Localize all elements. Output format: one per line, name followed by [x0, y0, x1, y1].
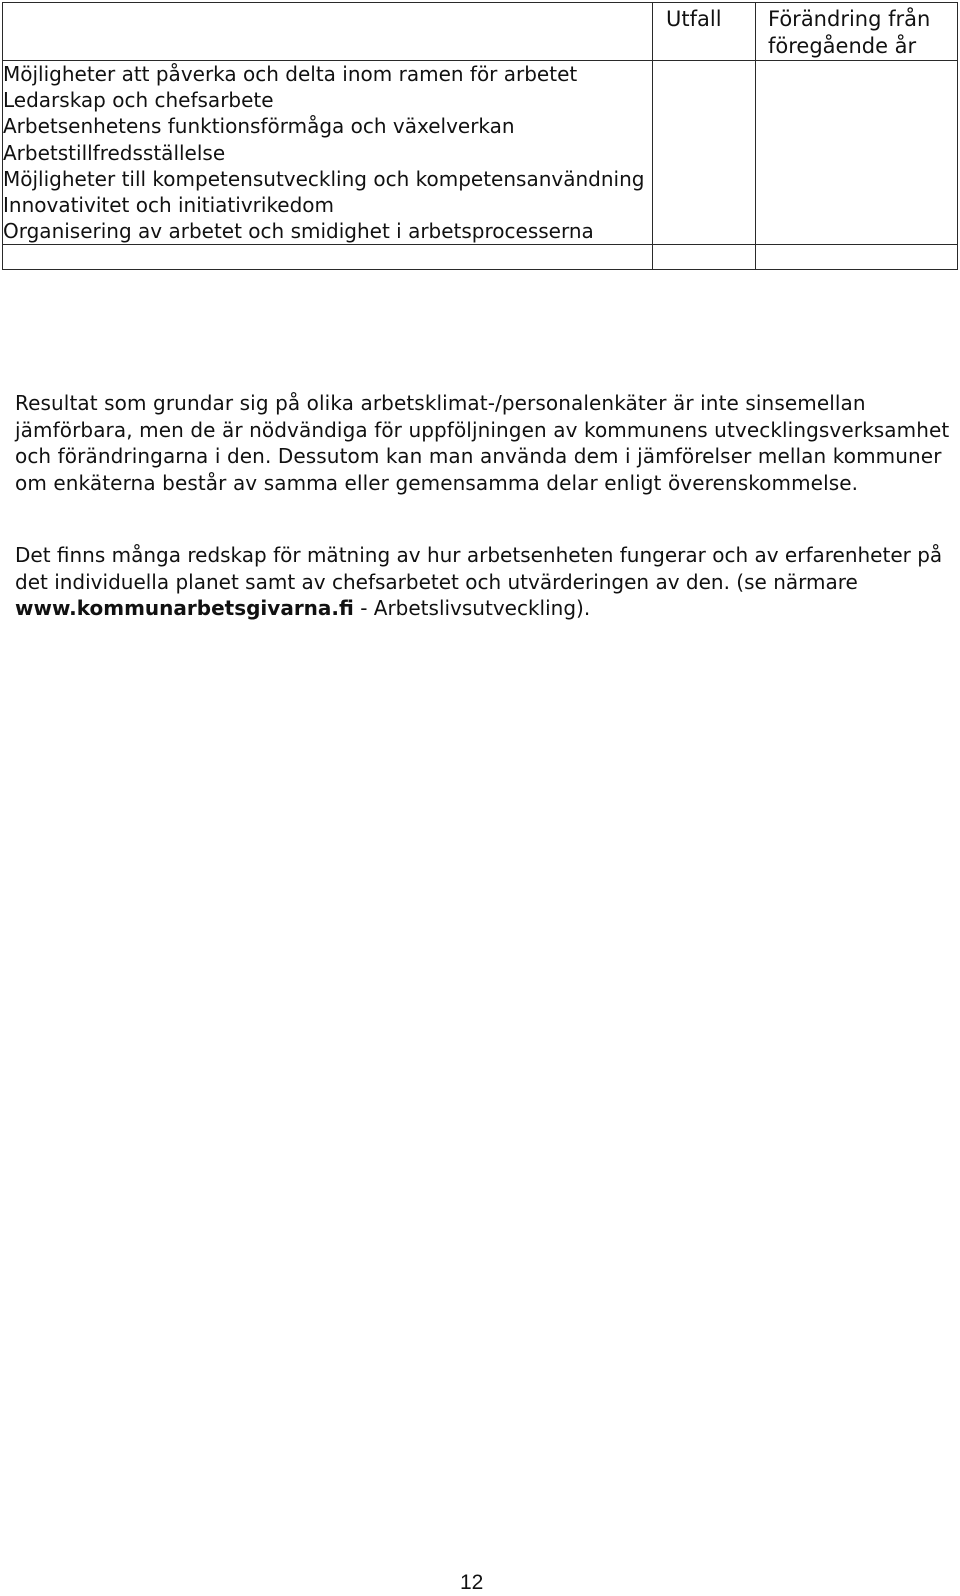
empty-cell	[3, 245, 653, 270]
list-item: Organisering av arbetet och smidighet i arbetsprocesserna	[3, 219, 594, 244]
page-number: 12	[460, 1571, 484, 1594]
paragraph-tools-suffix: - Arbetslivsutveckling).	[353, 596, 591, 620]
header-forandring: Förändring från föregående år	[768, 7, 931, 58]
items-cell	[3, 61, 653, 245]
survey-table	[2, 2, 958, 270]
paragraph-tools	[15, 542, 950, 622]
table-empty-row	[3, 245, 958, 270]
items-list	[3, 61, 652, 244]
table-items-row	[3, 61, 958, 245]
empty-cell	[653, 245, 756, 270]
list-item: Arbetsenhetens funktionsförmåga och växelverkan	[3, 114, 515, 139]
paragraph-results: Resultat som grundar sig på olika arbetsklimat-/personalenkäter är inte sinsemellan jämförbara, men de är nödvändiga för uppföljningen av kommunens utvecklingsverksamhet och förändringarna i den. Dessutom kan man använda dem i jämförelser mellan kommuner om enkäterna består av samma eller gemensamma delar enligt överenskommelse.	[15, 391, 950, 495]
paragraph-tools-text: Det finns många redskap för mätning av hur arbetsenheten fungerar och av erfarenheter på det individuella planet samt av chefsarbetet och utvärderingen av den. (se närmare	[15, 543, 943, 594]
header-utfall-cell	[653, 3, 756, 61]
list-item: Möjligheter att påverka och delta inom ramen för arbetet	[3, 62, 578, 86]
list-item: Möjligheter till kompetensutveckling och kompetensanvändning	[3, 166, 645, 191]
header-empty-cell	[3, 3, 653, 61]
kommunarbetsgivarna-link[interactable]: www.kommunarbetsgivarna.fi	[15, 596, 354, 620]
header-utfall: Utfall	[666, 7, 722, 31]
empty-cell	[756, 245, 958, 270]
forandring-value-cell	[756, 61, 958, 245]
header-forandring-cell	[756, 3, 958, 61]
list-item: Innovativitet och initiativrikedom	[3, 193, 335, 218]
list-item: Arbetstillfredsställelse	[3, 140, 226, 165]
table-header-row	[3, 3, 958, 61]
list-item: Ledarskap och chefsarbete	[3, 88, 274, 113]
utfall-value-cell	[653, 61, 756, 245]
